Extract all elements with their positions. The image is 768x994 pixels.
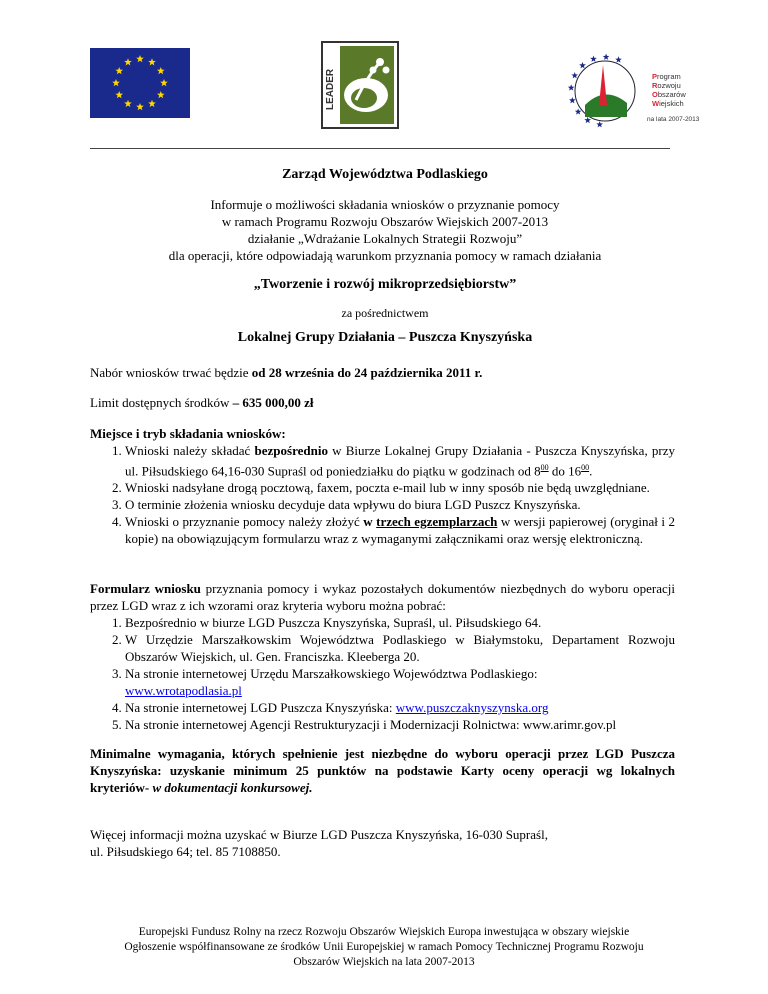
contact-line-2: ul. Piłsudskiego 64; tel. 85 7108850.: [90, 844, 281, 859]
via-text: za pośrednictwem: [341, 306, 429, 320]
miejsce-item-4: [125, 513, 675, 547]
prow-star-icon: [575, 108, 582, 114]
prow-star-icon: [568, 84, 575, 90]
formularz-item-3-text: Na stronie internetowej Urzędu Marszałkowskiego Województwa Podlaskiego:: [125, 666, 538, 681]
formularz-rest: przyznania pomocy i wykaz pozostałych dokumentów niezbędnych do wyboru operacji przez LGD wraz z ich wzorami oraz kryteria wyboru można pobrać:: [90, 581, 675, 613]
wymagania-bold: Minimalne wymagania, których spełnienie jest niezbędne do wyboru operacji przez LGD Puszcza Knyszyńska: uzyskanie minimum 25 punktów na podstawie Karty oceny operacji wg lokalnych kryteriów-: [90, 746, 675, 795]
miejsce-item-4-d: w wersji papierowej (oryginał i 2 kopie) na obowiązującym formularzu wraz z wymaganymi załącznikami oraz wersję elektroniczną.: [125, 514, 675, 547]
contact-info: [90, 826, 675, 860]
eu-star-icon: [157, 91, 165, 98]
prow-line-4: iejskich: [659, 99, 684, 108]
formularz-bold: Formularz wniosku: [90, 581, 201, 596]
prow-name: Program Rozwoju Obszarów Wiejskich: [652, 72, 686, 108]
page-title: Zarząd Województwa Podlaskiego: [282, 167, 488, 182]
miejsce-section: [90, 425, 675, 547]
formularz-item-5: 5. Na stronie internetowej Agencji Restrukturyzacji i Modernizacji Rolnictwa: www.arimr.gov.pl: [125, 716, 675, 733]
eu-star-icon: [136, 55, 144, 62]
eu-star-icon: [136, 103, 144, 110]
formularz-item-4: [125, 699, 675, 716]
eu-flag-logo: [90, 48, 190, 118]
miejsce-item-1-bold: bezpośrednio: [254, 443, 328, 458]
eu-star-icon: [112, 79, 120, 86]
miejsce-item-2: 2. Wnioski nadsyłane drogą pocztową, faxem, poczta e-mail lub w inny sposób nie będą uwzględniane.: [125, 479, 675, 496]
footer-line-3: Obszarów Wiejskich na lata 2007-2013: [293, 956, 475, 968]
eu-star-icon: [160, 79, 168, 86]
prow-line-3: bszarów: [657, 90, 686, 99]
intro-line-3: działanie „Wdrażanie Lokalnych Strategii Rozwoju”: [247, 231, 523, 246]
intro-text: [80, 196, 690, 264]
prow-star-icon: [590, 56, 597, 62]
miejsce-item-3: 3. O terminie złożenia wniosku decyduje data wpływu do biura LGD Puszcz Knyszyńska.: [125, 496, 675, 513]
nabor-prefix: Nabór wniosków trwać będzie: [90, 365, 252, 380]
eu-star-icon: [124, 100, 132, 107]
prow-star-icon: [584, 117, 591, 123]
wymagania-section: [90, 745, 675, 796]
lgd-title: Lokalnej Grupy Działania – Puszcza Knyszyńska: [237, 330, 533, 345]
leader-logo: [320, 40, 400, 130]
wymagania-italic: w dokumentacji konkursowej.: [152, 780, 313, 795]
eu-stars-icon: [90, 48, 190, 118]
nabor-dates: od 28 września do 24 października 2011 r.: [251, 365, 483, 380]
limit-prefix: Limit dostępnych środków: [90, 395, 233, 410]
nabor-line: [90, 365, 675, 381]
miejsce-item-1-c: w Biurze Lokalnej Grupy Działania - Puszcza Knyszyńska, przy ul. Piłsudskiego 64,16-030 Supraśl od poniedziałku do piątku w godzinach od 8: [125, 443, 675, 479]
prow-star-icon: [596, 121, 603, 127]
contact-line-1: Więcej informacji można uzyskać w Biurze LGD Puszcza Knyszyńska, 16-030 Supraśl,: [90, 827, 548, 842]
miejsce-item-1-d: do 16: [548, 463, 582, 479]
intro-line-1: Informuje o możliwości składania wniosków o przyznanie pomocy: [210, 197, 560, 212]
logo-bar: [0, 40, 768, 140]
eu-star-icon: [124, 58, 132, 65]
eu-star-icon: [148, 100, 156, 107]
miejsce-heading: Miejsce i tryb składania wniosków:: [90, 426, 286, 441]
miejsce-item-4-b: w: [363, 514, 377, 530]
prow-line-1: rogram: [657, 72, 681, 81]
header-divider: [90, 148, 670, 149]
eu-star-icon: [157, 67, 165, 74]
formularz-item-3: [125, 665, 675, 699]
footer-line-1: Europejski Fundusz Rolny na rzecz Rozwoju Obszarów Wiejskich Europa inwestująca w obszary wiejskie: [138, 926, 630, 938]
wrotapodlasia-link[interactable]: www.wrotapodlasia.pl: [125, 683, 242, 698]
eu-star-icon: [115, 91, 123, 98]
intro-line-2: w ramach Programu Rozwoju Obszarów Wiejskich 2007-2013: [221, 214, 549, 229]
leader-text: LEADER: [325, 68, 336, 110]
prow-star-icon: [615, 56, 622, 62]
footer-line-2: Ogłoszenie współfinansowane ze środków Unii Europejskiej w ramach Pomocy Technicznej Programu Rozwoju: [124, 941, 644, 953]
limit-amount: – 635 000,00 zł: [232, 395, 314, 410]
hour-sup-2: 00: [581, 463, 590, 472]
prow-star-icon: [569, 97, 576, 103]
footer: [70, 925, 698, 970]
limit-line: [90, 395, 675, 411]
eu-star-icon: [148, 58, 156, 65]
prow-subtitle: na lata 2007-2013: [647, 116, 700, 123]
hour-sup-1: 00: [540, 463, 549, 472]
miejsce-item-4-a: Wnioski o przyznanie pomocy należy złożyć: [125, 514, 364, 530]
miejsce-item-1-e: .: [589, 463, 593, 479]
prow-line-2: ozwoju: [657, 81, 681, 90]
miejsce-item-1-a: Wnioski należy składać: [125, 443, 255, 458]
formularz-section: [90, 580, 675, 733]
prow-star-icon: [603, 54, 610, 60]
measure-title: „Tworzenie i rozwój mikroprzedsiębiorstw”: [253, 277, 517, 292]
eu-star-icon: [115, 67, 123, 74]
prow-logo: [555, 45, 700, 130]
formularz-item-1: 1. Bezpośrednio w biurze LGD Puszcza Knyszyńska, Supraśl, ul. Piłsudskiego 64.: [125, 614, 675, 631]
formularz-item-4-text: Na stronie internetowej LGD Puszcza Knyszyńska:: [125, 700, 396, 715]
prow-star-icon: [571, 72, 578, 78]
prow-star-icon: [579, 62, 586, 68]
intro-line-4: dla operacji, które odpowiadają warunkom przyznania pomocy w ramach działania: [168, 248, 602, 263]
copies-count: trzech egzemplarzach: [376, 514, 498, 530]
formularz-item-2: 2. W Urzędzie Marszałkowskim Województwa Podlaskiego w Białymstoku, Departament Rozwoju Obszarów Wiejskich, ul. Gen. Franciszka. Kleeberga 20.: [125, 631, 675, 665]
puszczaknyszynska-link[interactable]: www.puszczaknyszynska.org: [395, 700, 549, 715]
miejsce-item-1: [125, 442, 675, 479]
